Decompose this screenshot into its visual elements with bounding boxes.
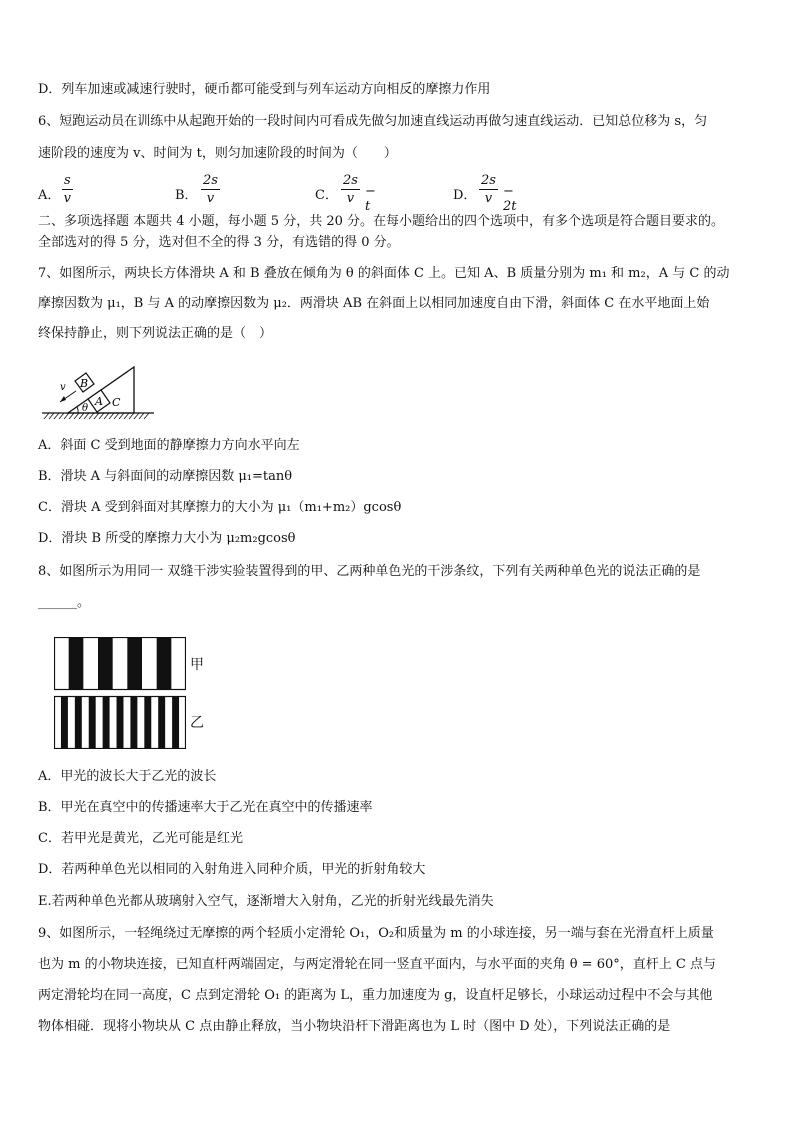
option-tail: − 2t — [503, 184, 517, 214]
q5-option-d: D．列车加速或减速行驶时，硬币都可能受到与列车运动方向相反的摩擦力作用 — [38, 82, 491, 97]
fraction — [62, 172, 73, 207]
q8-option-c: C．若甲光是黄光，乙光可能是红光 — [38, 831, 243, 846]
label-v: v — [60, 382, 66, 393]
q7-option-a: A．斜面 C 受到地面的静摩擦力方向水平向左 — [38, 438, 300, 453]
fringe-yi-bar — [158, 696, 165, 749]
numerator: 2s — [343, 173, 358, 188]
q8-fringe-figure — [54, 637, 186, 749]
label-yi: 乙 — [190, 715, 204, 731]
option-label: A． — [38, 188, 61, 203]
q8-option-b: B．甲光在真空中的传播速率大于乙光在真空中的传播速率 — [38, 800, 373, 815]
fringe-yi-bar — [172, 696, 179, 749]
q7-stem-line1: 7、如图所示，两块长方体滑块 A 和 B 叠放在倾角为 θ 的斜面体 C 上。已知 A、B 质量分别为 m₁ 和 m₂，A 与 C 的动 — [38, 266, 730, 281]
option-label: C． — [315, 188, 338, 203]
denominator: v — [346, 191, 355, 206]
fringe-jia-bar — [98, 637, 113, 690]
q7-stem-line2: 摩擦因数为 μ₁，B 与 A 的动摩擦因数为 μ₂．两滑块 AB 在斜面上以相同加速度自由下滑，斜面体 C 在水平地面上始 — [38, 296, 710, 311]
fringe-jia-bar — [157, 637, 172, 690]
label-theta: θ — [82, 403, 89, 414]
q7-option-d: D．滑块 B 所受的摩擦力大小为 μ₂m₂gcosθ — [38, 531, 296, 546]
option-label: D． — [453, 188, 477, 203]
fringe-yi-bar — [144, 696, 151, 749]
label-b: B — [80, 377, 89, 390]
fringe-jia — [69, 637, 172, 690]
q6-stem-line2: 速阶段的速度为 v、时间为 t，则匀加速阶段的时间为（ ） — [38, 146, 397, 161]
q8-option-e: E.若两种单色光都从玻璃射入空气，逐渐增大入射角，乙光的折射光线最先消失 — [38, 894, 494, 909]
arrow-head — [60, 396, 66, 402]
angle-arc — [77, 407, 78, 413]
q8-option-a: A．甲光的波长大于乙光的波长 — [38, 769, 217, 784]
option-tail: − t — [365, 184, 376, 214]
q9-stem-line1: 9、如图所示，一轻绳绕过无摩擦的两个轻质小定滑轮 O₁，O₂和质量为 m 的小球连接，另一端与套在光滑直杆上质量 — [38, 926, 714, 941]
q7-option-c: C．滑块 A 受到斜面对其摩擦力的大小为 μ₁（m₁+m₂）gcosθ — [38, 500, 402, 515]
q7-option-b: B．滑块 A 与斜面间的动摩擦因数 μ₁=tanθ — [38, 469, 293, 484]
fringe-yi-bar — [117, 696, 124, 749]
q8-stem-line1: 8、如图所示为用同一 双缝干涉实验装置得到的甲、乙两种单色光的干涉条纹，下列有关两种单色光的说法正确的是 — [38, 564, 701, 579]
fringe-yi-bar — [103, 696, 110, 749]
denominator: v — [484, 191, 493, 206]
numerator: 2s — [203, 173, 218, 188]
section-2-heading: 二、多项选择题 本题共 4 小题，每小题 5 分，共 20 分。在每小题给出的四个选项中，有多个选项是符合题目要求的。 — [38, 214, 725, 229]
fringe-yi-bar — [89, 696, 96, 749]
fringe-jia-bar — [127, 637, 142, 690]
q7-stem-line3: 终保持静止，则下列说法正确的是（ ） — [38, 326, 273, 341]
fringe-yi-bar — [130, 696, 137, 749]
q9-stem-line4: 物体相碰．现将小物块从 C 点由静止释放，当小物块沿杆下滑距离也为 L 时（图中 D 处），下列说法正确的是 — [38, 1019, 671, 1034]
q7-incline-figure — [38, 345, 158, 427]
q8-stem-blank: ______。 — [38, 595, 91, 610]
ground-hatching — [44, 413, 149, 419]
denominator: v — [206, 191, 215, 206]
denominator: v — [63, 191, 72, 206]
q6-stem-line1: 6、短跑运动员在训练中从起跑开始的一段时间内可看成先做匀加速直线运动再做匀速直线运动．已知总位移为 s，匀 — [38, 114, 708, 129]
q9-stem-line2: 也为 m 的小物块连接，已知直杆两端固定，与两定滑轮在同一竖直平面内，与水平面的夹角 θ = 60°，直杆上 C 点与 — [38, 957, 716, 972]
q8-option-d: D．若两种单色光以相同的入射角进入同种介质，甲光的折射角较大 — [38, 862, 426, 877]
fraction — [201, 172, 220, 207]
fringe-yi-bar — [75, 696, 82, 749]
fraction — [341, 172, 360, 207]
fraction — [479, 172, 498, 207]
q6-options — [38, 172, 758, 212]
fringe-yi-bar — [61, 696, 68, 749]
numerator: s — [64, 173, 71, 188]
numerator: 2s — [481, 173, 496, 188]
fringe-yi — [61, 696, 179, 749]
fringe-jia-bar — [69, 637, 84, 690]
section-2-scoring: 全部选对的得 5 分，选对但不全的得 3 分，有选错的得 0 分。 — [38, 235, 400, 250]
label-c: C — [112, 396, 121, 409]
option-label: B． — [175, 188, 198, 203]
label-jia: 甲 — [190, 657, 204, 673]
q9-stem-line3: 两定滑轮均在同一高度，C 点到定滑轮 O₁ 的距离为 L，重力加速度为 g，设直杆足够长，小球运动过程中不会与其他 — [38, 988, 713, 1003]
label-a: A — [95, 395, 103, 408]
